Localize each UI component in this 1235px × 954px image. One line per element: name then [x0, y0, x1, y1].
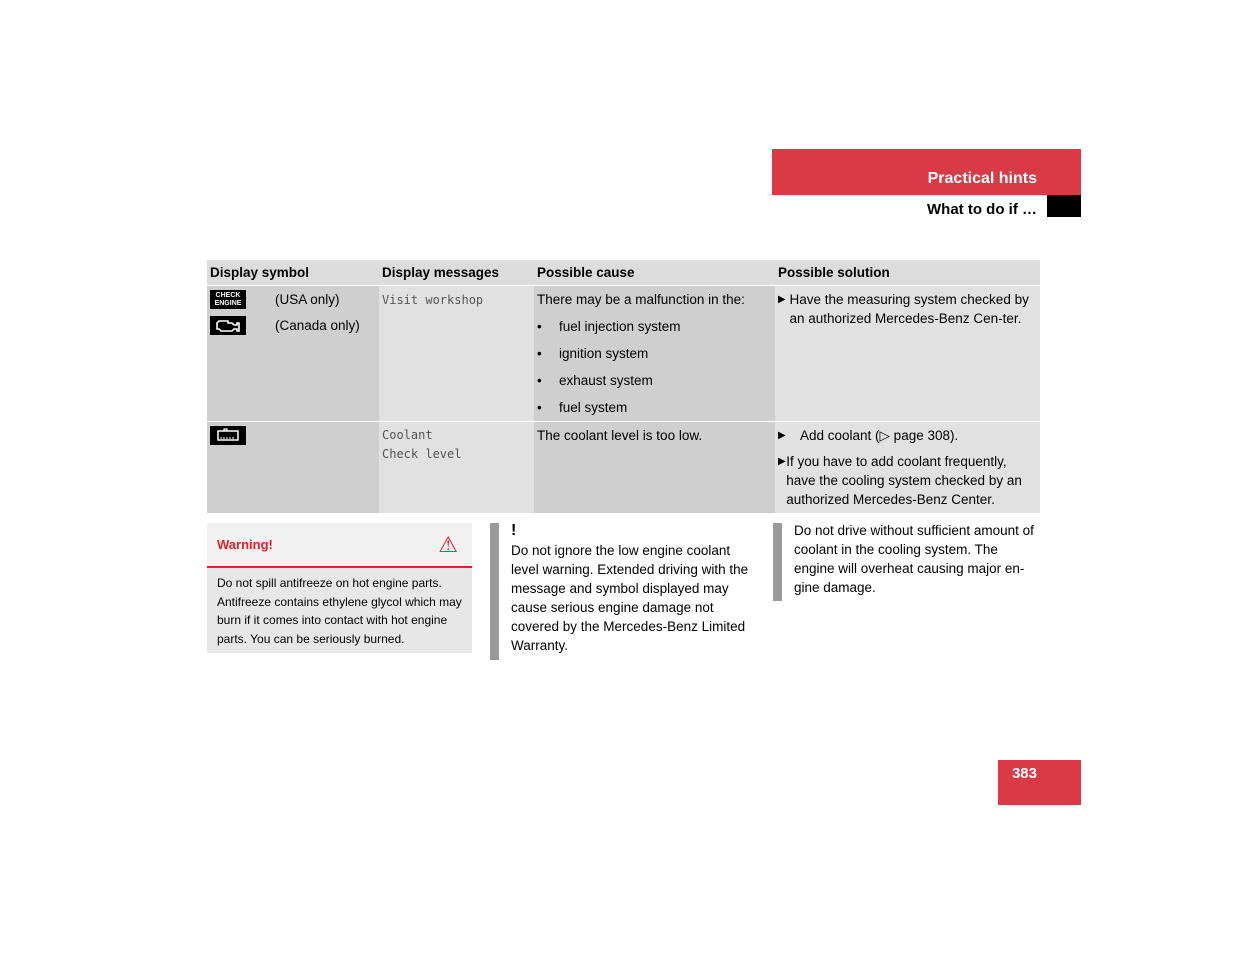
arrow-icon: ▶ [778, 294, 786, 305]
header-display-symbol: Display symbol [207, 260, 379, 286]
coolant-icon [210, 426, 246, 445]
header-possible-solution: Possible solution [775, 260, 1040, 286]
symbol-usa [210, 290, 376, 309]
header-possible-cause: Possible cause [534, 260, 775, 286]
list-item: • fuel system [537, 400, 628, 415]
display-message: Visit workshop [382, 293, 484, 307]
note-bar [773, 523, 782, 601]
cause-item-text: exhaust system [559, 373, 653, 388]
solution-text: Add coolant (▷ page 308). [800, 428, 959, 443]
engine-icon [210, 316, 246, 335]
solution-cell [775, 286, 1040, 422]
subsection-title: What to do if … [927, 201, 1037, 218]
notice-text: Do not ignore the low engine coolant level warning. Extended driving with the message and symbol displayed may cause serious engine damage not covered by the Mercedes-Benz Limited Warranty. [511, 543, 749, 653]
warning-title: Warning! [217, 537, 273, 552]
warning-box [207, 523, 472, 653]
cause-cell [534, 422, 775, 514]
check-engine-line1: CHECK [215, 291, 241, 299]
display-message-line1: Coolant [382, 428, 433, 442]
cause-item-text: fuel injection system [559, 319, 681, 334]
display-messages-table [207, 260, 1040, 513]
list-item [778, 426, 1037, 445]
solution-cell [775, 422, 1040, 514]
list-item [778, 290, 1037, 328]
notice-block [511, 521, 756, 655]
header-display-messages: Display messages [379, 260, 534, 286]
section-tab [772, 149, 1081, 195]
display-message-line2: Check level [382, 447, 462, 461]
symbol-canada [210, 316, 376, 335]
solution-text: Have the measuring system checked by an authorized Mercedes-Benz Cen-ter. [789, 292, 1029, 326]
cause-item-text: fuel system [559, 400, 628, 415]
symbol-note-usa: (USA only) [275, 292, 340, 307]
list-item [778, 452, 1037, 509]
check-engine-icon [210, 290, 246, 309]
solution-text: If you have to add coolant frequently, have the cooling system checked by an authorized Mercedes-Benz Center. [786, 454, 1022, 507]
arrow-icon: ▶ [778, 430, 786, 441]
table-row [207, 422, 1040, 514]
cause-cell [534, 286, 775, 422]
message-cell [379, 422, 534, 514]
cause-item-text: ignition system [559, 346, 649, 361]
warning-header [207, 523, 472, 568]
list-item: • fuel injection system [537, 319, 681, 334]
note-text: Do not drive without sufficient amount of coolant in the cooling system. The engine will overheat causing major en-gine damage. [794, 523, 1034, 595]
arrow-icon: ▶ [778, 456, 786, 467]
table-row [207, 286, 1040, 422]
message-cell [379, 286, 534, 422]
list-item: • exhaust system [537, 373, 653, 388]
symbol-note-canada: (Canada only) [275, 318, 360, 333]
warning-triangle-icon: ⚠ [438, 532, 458, 557]
check-engine-line2: ENGINE [214, 299, 242, 307]
section-title: Practical hints [927, 170, 1037, 187]
notice-bar [490, 523, 499, 660]
note-block [794, 521, 1040, 597]
table-header-row [207, 260, 1040, 286]
page-number: 383 [1011, 765, 1037, 782]
list-item: • ignition system [537, 346, 649, 361]
cause-text: The coolant level is too low. [537, 428, 703, 443]
exclamation-icon: ! [511, 522, 517, 539]
symbol-cell [207, 422, 379, 514]
subsection-marker [1047, 195, 1081, 217]
symbol-cell [207, 286, 379, 422]
page-number-box [998, 760, 1081, 805]
warning-text: Do not spill antifreeze on hot engine parts. Antifreeze contains ethylene glycol which may burn if it comes into contact with hot engine parts. You can be seriously burned. [217, 576, 462, 646]
cause-intro: There may be a malfunction in the: [537, 292, 745, 307]
